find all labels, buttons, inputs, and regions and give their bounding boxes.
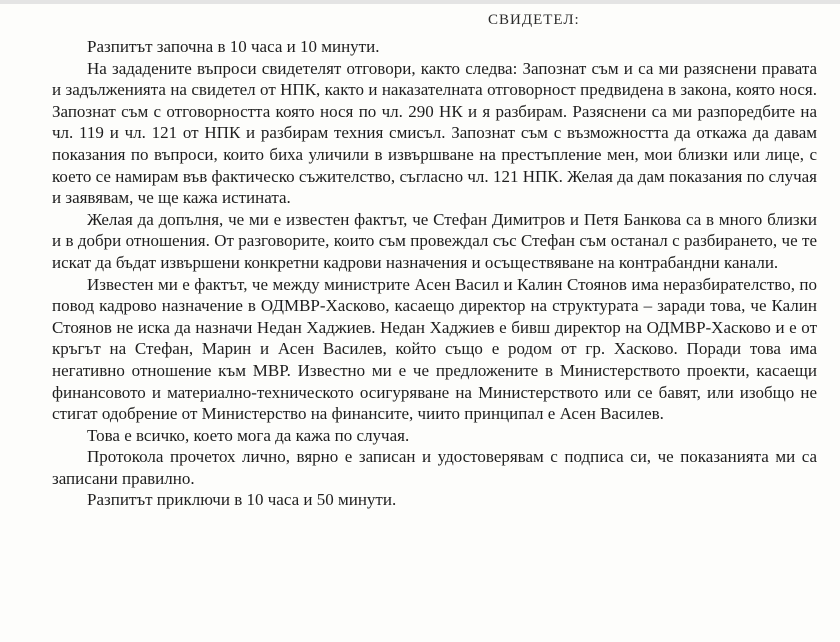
scan-top-edge [0, 0, 840, 4]
paragraph-end-time: Разпитът приключи в 10 часа и 50 минути. [87, 490, 397, 510]
paragraph-witness-rights: На зададените въпроси свидетелят отговори, както следва: Запознат съм и са ми разяснени правата и задълженията на свидетел от НПК, както и наказателната отговорност предвидена в закона, която нося. Запознат съм с отговорността която нося по чл. 290 НК и я разбирам. Разяснени са ми разпоредбите на чл. 119 и чл. 121 от НПК и разбирам техния смисъл. Запознат съм с възможността да откажа да давам показания по въпроси, които биха уличили в извършване на престъпление мен, мои близки или лице, с което се намирам във фактическо съжителство, съгласно чл. 121 НПК. Желая да дам показания по случая и заявявам, че ще кажа истината. [52, 58, 817, 208]
document-body [52, 36, 817, 511]
paragraph-start-time: Разпитът започна в 10 часа и 10 минути. [87, 37, 380, 56]
paragraph-ministers: Известен ми е фактът, че между министрите Асен Васил и Калин Стоянов има неразбирателство, по повод кадрово назначение в ОДМВР-Хасково, касаещо директор на структурата – заради това, че Калин Стоянов не иска да назначи Недан Хаджиев. Недан Хаджиев е бивш директор на ОДМВР-Хасково и е от кръгът на Стефан, Марин и Асен Василев, който също е родом от гр. Хасково. Поради това има негативно отношение към МВР. Известно ми е че предложените в Министерството проекти, касаещи финансовото и материално-техническото осигуряване на Министерството или се бавят, или изобщо не стигат одобрение от Министерство на финансите, чиито принципал е Асен Василев. [52, 274, 817, 424]
paragraph-conclusion: Това е всичко, което мога да кажа по случая. [87, 425, 410, 445]
paragraph-protocol: Протокола прочетох лично, вярно е записан и удостоверявам с подписа си, че показанията ми са записани правилно. [52, 447, 817, 488]
paragraph-relations: Желая да допълня, че ми е известен фактът, че Стефан Димитров и Петя Банкова са в много близки и в добри отношения. От разговорите, които съм провеждал със Стефан съм останал с разбирането, че те искат да бъдат извършени конкретни кадрови назначения и осъществяване на контрабандни канали. [52, 209, 817, 272]
document-header: СВИДЕТЕЛ: [488, 12, 580, 28]
